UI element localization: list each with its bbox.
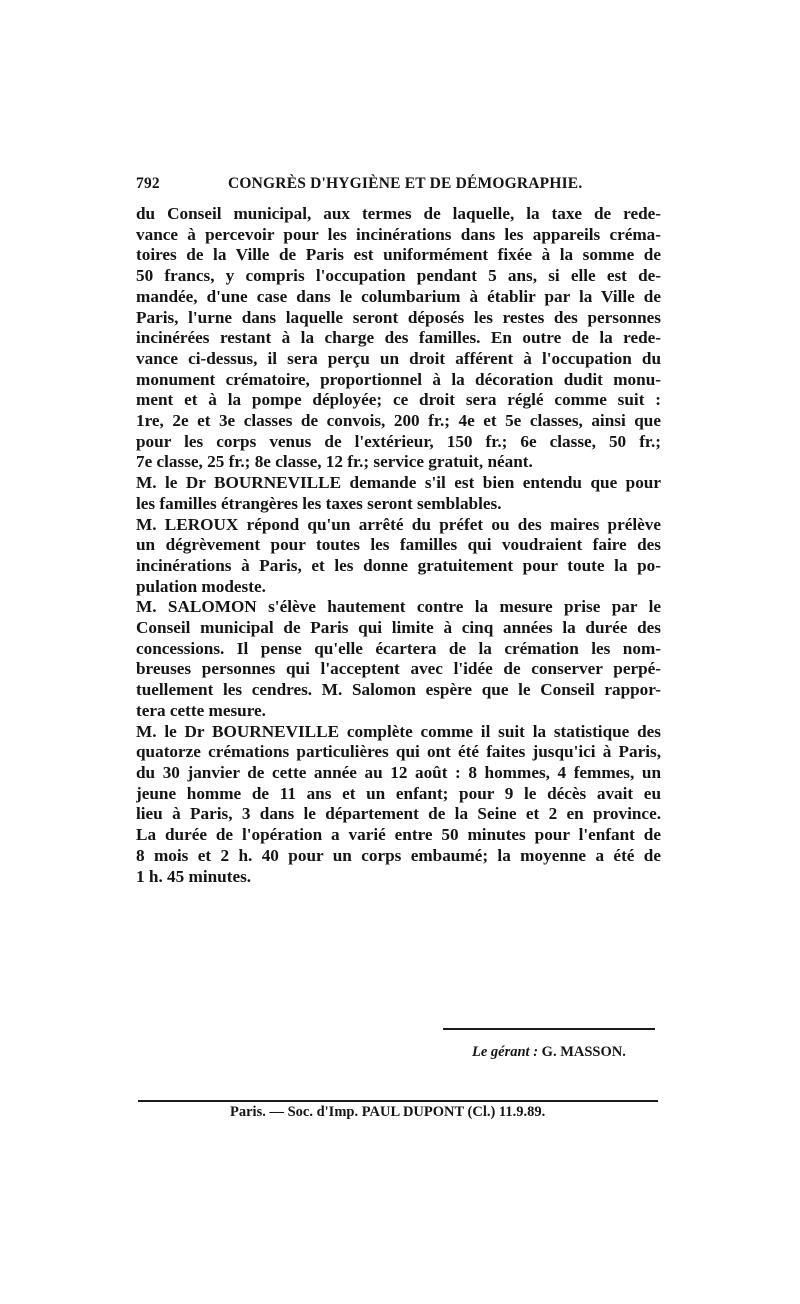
text-line: La durée de l'opération a varié entre 50 minutes pour l'enfant de: [136, 825, 661, 845]
text-line: ment et à la pompe déployée; ce droit sera réglé comme suit :: [136, 390, 661, 410]
page-header: [136, 175, 661, 199]
text-line: du 30 janvier de cette année au 12 août : 8 hommes, 4 femmes, un: [136, 762, 661, 782]
text-line: pulation modeste.: [136, 576, 266, 596]
text-line: un dégrèvement pour toutes les familles qui voudraient faire des: [136, 535, 661, 555]
text-line: breuses personnes qui l'acceptent avec l'idée de conserver perpé-: [136, 659, 661, 679]
running-title: CONGRÈS D'HYGIÈNE ET DE DÉMOGRAPHIE.: [228, 175, 583, 192]
text-line: Conseil municipal de Paris qui limite à cinq années la durée des: [136, 618, 661, 638]
text-line: 1 h. 45 minutes.: [136, 866, 252, 886]
text-line: concessions. Il pense qu'elle écartera de la crémation les nom-: [136, 638, 661, 658]
text-line: 8 mois et 2 h. 40 pour un corps embaumé; la moyenne a été de: [136, 845, 661, 865]
text-line: pour les corps venus de l'extérieur, 150 fr.; 6e classe, 50 fr.;: [136, 431, 661, 451]
text-line: quatorze crémations particulières qui ont été faites jusqu'ici à Paris,: [136, 742, 661, 762]
text-line: jeune homme de 11 ans et un enfant; pour 9 le décès avait eu: [136, 783, 661, 803]
text-line: M. le Dr BOURNEVILLE complète comme il suit la statistique des: [136, 721, 661, 741]
text-line: M. le Dr BOURNEVILLE demande s'il est bien entendu que pour: [136, 473, 661, 493]
text-line: vance à percevoir pour les incinérations dans les appareils créma-: [136, 224, 661, 244]
text-line: tera cette mesure.: [136, 700, 266, 720]
printer-imprint: Paris. — Soc. d'Imp. PAUL DUPONT (Cl.) 11.9.89.: [230, 1104, 546, 1120]
text-line: lieu à Paris, 3 dans le département de la Seine et 2 en province.: [136, 804, 661, 824]
text-line: du Conseil municipal, aux termes de laquelle, la taxe de rede-: [136, 204, 661, 223]
text-line: M. SALOMON s'élève hautement contre la mesure prise par le: [136, 597, 661, 617]
signature-name: G. MASSON.: [541, 1044, 626, 1060]
text-line: tuellement les cendres. M. Salomon espère que le Conseil rappor-: [136, 680, 661, 700]
footer-rule: [138, 1100, 658, 1102]
text-line: incinérations à Paris, et les donne gratuitement pour toute la po-: [136, 555, 661, 575]
text-line: 1re, 2e et 3e classes de convois, 200 fr.; 4e et 5e classes, ainsi que: [136, 411, 661, 431]
signature-line: [472, 1044, 662, 1061]
text-line: 7e classe, 25 fr.; 8e classe, 12 fr.; service gratuit, néant.: [136, 452, 533, 472]
text-line: M. LEROUX répond qu'un arrêté du préfet ou des maires prélève: [136, 514, 661, 534]
text-line: vance ci-dessus, il sera perçu un droit afférent à l'occupation du: [136, 348, 661, 368]
body-text: [136, 204, 661, 887]
signature-label: Le gérant :: [472, 1044, 539, 1060]
text-line: toires de la Ville de Paris est uniformément fixée à la somme de: [136, 245, 661, 265]
text-line: mandée, d'une case dans le columbarium à établir par la Ville de: [136, 286, 661, 306]
text-line: Paris, l'urne dans laquelle seront déposés les restes des personnes: [136, 307, 661, 327]
text-line: 50 francs, y compris l'occupation pendant 5 ans, si elle est de-: [136, 266, 661, 286]
text-line: incinérées restant à la charge des familles. En outre de la rede-: [136, 328, 661, 348]
text-line: les familles étrangères les taxes seront semblables.: [136, 493, 502, 513]
signature-rule: [443, 1028, 655, 1030]
text-line: monument crématoire, proportionnel à la décoration dudit monu-: [136, 369, 661, 389]
page-number: 792: [136, 175, 160, 192]
